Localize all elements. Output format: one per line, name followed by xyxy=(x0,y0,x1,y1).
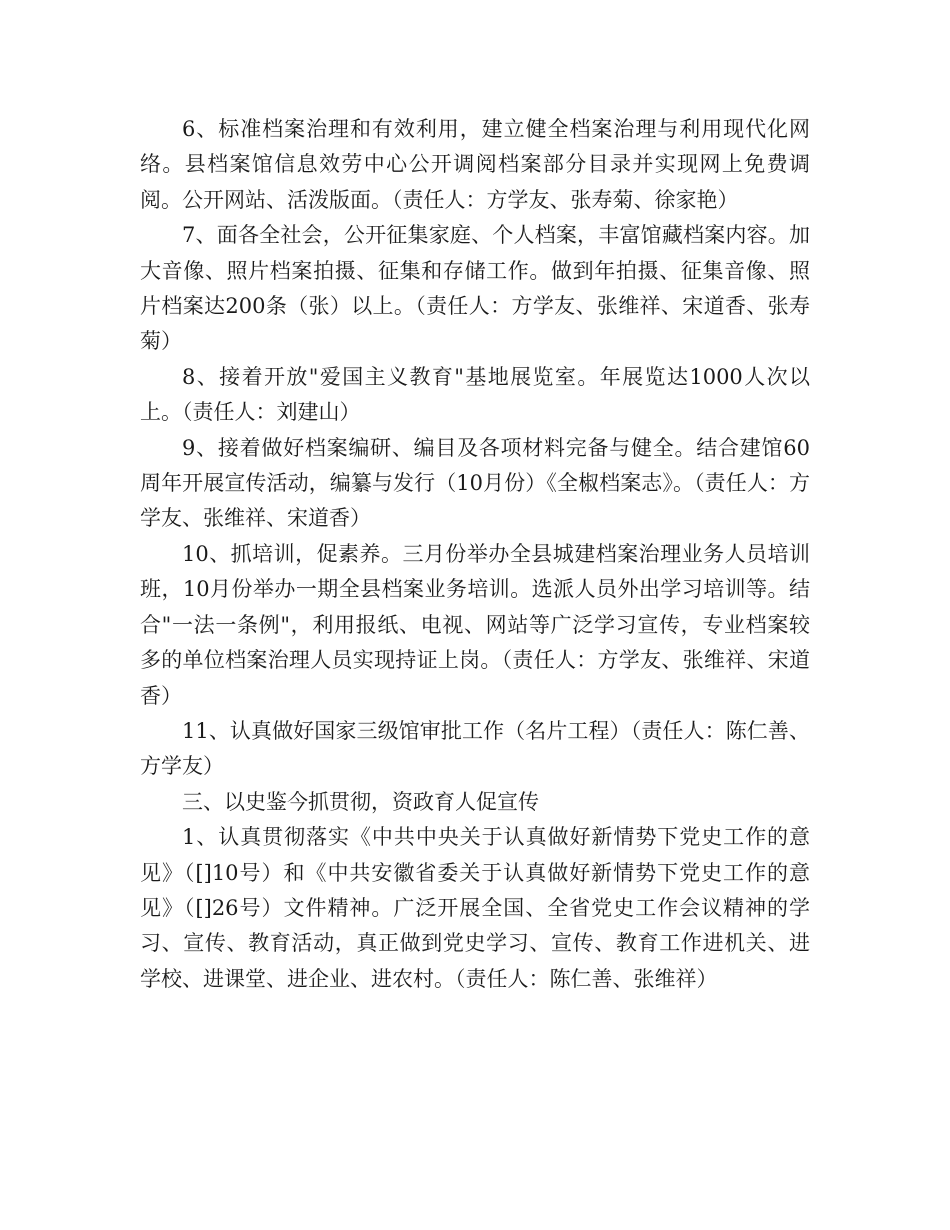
paragraph-item-9: 9、接着做好档案编研、编目及各项材料完备与健全。结合建馆60周年开展宣传活动，编纂与发行（10月份）《全椒档案志》。（责任人：方学友、张维祥、宋道香） xyxy=(140,435,810,531)
document-body xyxy=(140,112,810,997)
paragraph-item-11: 11、认真做好国家三级馆审批工作（名片工程）（责任人：陈仁善、方学友） xyxy=(140,718,810,779)
paragraph-item-6: 6、标准档案治理和有效利用，建立健全档案治理与利用现代化网络。县档案馆信息效劳中心公开调阅档案部分目录并实现网上免费调阅。公开网站、活泼版面。（责任人：方学友、张寿菊、徐家艳） xyxy=(140,117,810,212)
paragraph-item-8: 8、接着开放"爱国主义教育"基地展览室。年展览达1000人次以上。（责任人：刘建山） xyxy=(140,364,810,425)
paragraph-item-1: 1、认真贯彻落实《中共中央关于认真做好新情势下党史工作的意见》（[]10号）和《中共安徽省委关于认真做好新情势下党史工作的意见》（[]26号）文件精神。广泛开展全国、全省党史工作会议精神的学习、宣传、教育活动，真正做到党史学习、宣传、教育工作进机关、进学校、进课堂、进企业、进农村。（责任人：陈仁善、张维祥） xyxy=(140,825,810,991)
paragraph-item-10: 10、抓培训，促素养。三月份举办全县城建档案治理业务人员培训班，10月份举办一期全县档案业务培训。选派人员外出学习培训等。结合"一法一条例"，利用报纸、电视、网站等广泛学习宣传，专业档案较多的单位档案治理人员实现持证上岗。（责任人：方学友、张维祥、宋道香） xyxy=(140,541,810,708)
section-heading: 三、以史鉴今抓贯彻，资政育人促宣传 xyxy=(182,789,539,814)
paragraph-item-7: 7、面各全社会，公开征集家庭、个人档案，丰富馆藏档案内容。加大音像、照片档案拍摄、征集和存储工作。做到年拍摄、征集音像、照片档案达200条（张）以上。（责任人：方学友、张维祥、宋道香、张寿菊） xyxy=(140,223,810,354)
